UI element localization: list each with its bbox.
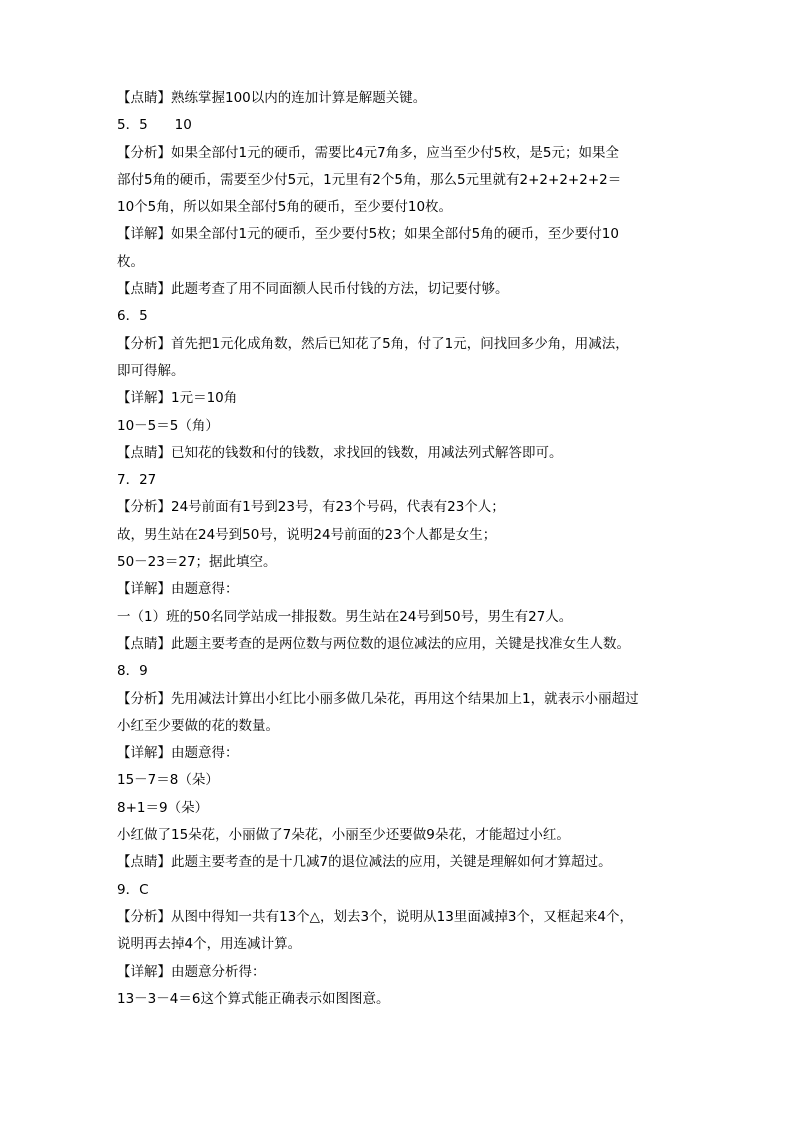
- text-line: 小红至少要做的花的数量。: [117, 717, 279, 734]
- text-line: 【详解】由题意得：: [117, 745, 239, 762]
- question-answer: 5．5 10: [117, 117, 192, 134]
- text-line: 枚。: [117, 253, 144, 270]
- text-line: 【详解】1元＝10角: [117, 390, 238, 407]
- text-line: 【点睛】已知花的钱数和付的钱数，求找回的钱数，用减法列式解答即可。: [117, 444, 563, 461]
- text-line: 故，男生站在24号到50号，说明24号前面的23个人都是女生；: [117, 526, 497, 543]
- text-line: 【分析】24号前面有1号到23号，有23个号码，代表有23个人；: [117, 499, 505, 516]
- text-line: 15－7＝8（朵）: [117, 772, 219, 789]
- text-line: 一（1）班的50名同学站成一排报数。男生站在24号到50号，男生有27人。: [117, 608, 573, 625]
- text-line: 【点睛】熟练掌握100以内的连加计算是解题关键。: [117, 90, 427, 106]
- question-answer: 7．27: [117, 472, 157, 489]
- text-line: 【分析】首先把1元化成角数，然后已知花了5角，付了1元，问找回多少角，用减法，: [117, 335, 629, 352]
- text-line: 13－3－4＝6这个算式能正确表示如图图意。: [117, 990, 390, 1007]
- text-line: 部付5角的硬币，需要至少付5元，1元里有2个5角，那么5元里就有2+2+2+2+2＝: [117, 171, 622, 188]
- text-line: 即可得解。: [117, 362, 185, 379]
- question-answer: 6．5: [117, 308, 148, 325]
- question-answer: 9．C: [117, 881, 149, 898]
- text-line: 【分析】先用减法计算出小红比小丽多做几朵花，再用这个结果加上1，就表示小丽超过: [117, 690, 639, 707]
- text-line: 【详解】由题意得：: [117, 581, 239, 598]
- text-line: 【详解】由题意分析得：: [117, 963, 266, 980]
- text-line: 【点睛】此题主要考查的是十几减7的退位减法的应用，关键是理解如何才算超过。: [117, 854, 612, 871]
- text-line: 【点睛】此题主要考查的是两位数与两位数的退位减法的应用，关键是找准女生人数。: [117, 635, 630, 652]
- text-line: 【分析】从图中得知一共有13个△，划去3个，说明从13里面减掉3个，又框起来4个，: [117, 908, 634, 925]
- text-line: 说明再去掉4个，用连减计算。: [117, 936, 302, 953]
- text-line: 【详解】如果全部付1元的硬币，至少要付5枚；如果全部付5角的硬币，至少要付10: [117, 226, 619, 243]
- text-line: 10－5＝5（角）: [117, 417, 219, 434]
- text-line: 8+1＝9（朵）: [117, 799, 209, 816]
- text-line: 10个5角，所以如果全部付5角的硬币，至少要付10枚。: [117, 199, 453, 216]
- text-line: 小红做了15朵花，小丽做了7朵花，小丽至少还要做9朵花，才能超过小红。: [117, 827, 570, 844]
- text-line: 50－23＝27；据此填空。: [117, 554, 277, 571]
- answer-explanations: [117, 88, 677, 1016]
- text-line: 【分析】如果全部付1元的硬币，需要比4元7角多，应当至少付5枚，是5元；如果全: [117, 144, 619, 161]
- question-answer: 8．9: [117, 663, 148, 680]
- text-line: 【点睛】此题考查了用不同面额人民币付钱的方法，切记要付够。: [117, 281, 509, 298]
